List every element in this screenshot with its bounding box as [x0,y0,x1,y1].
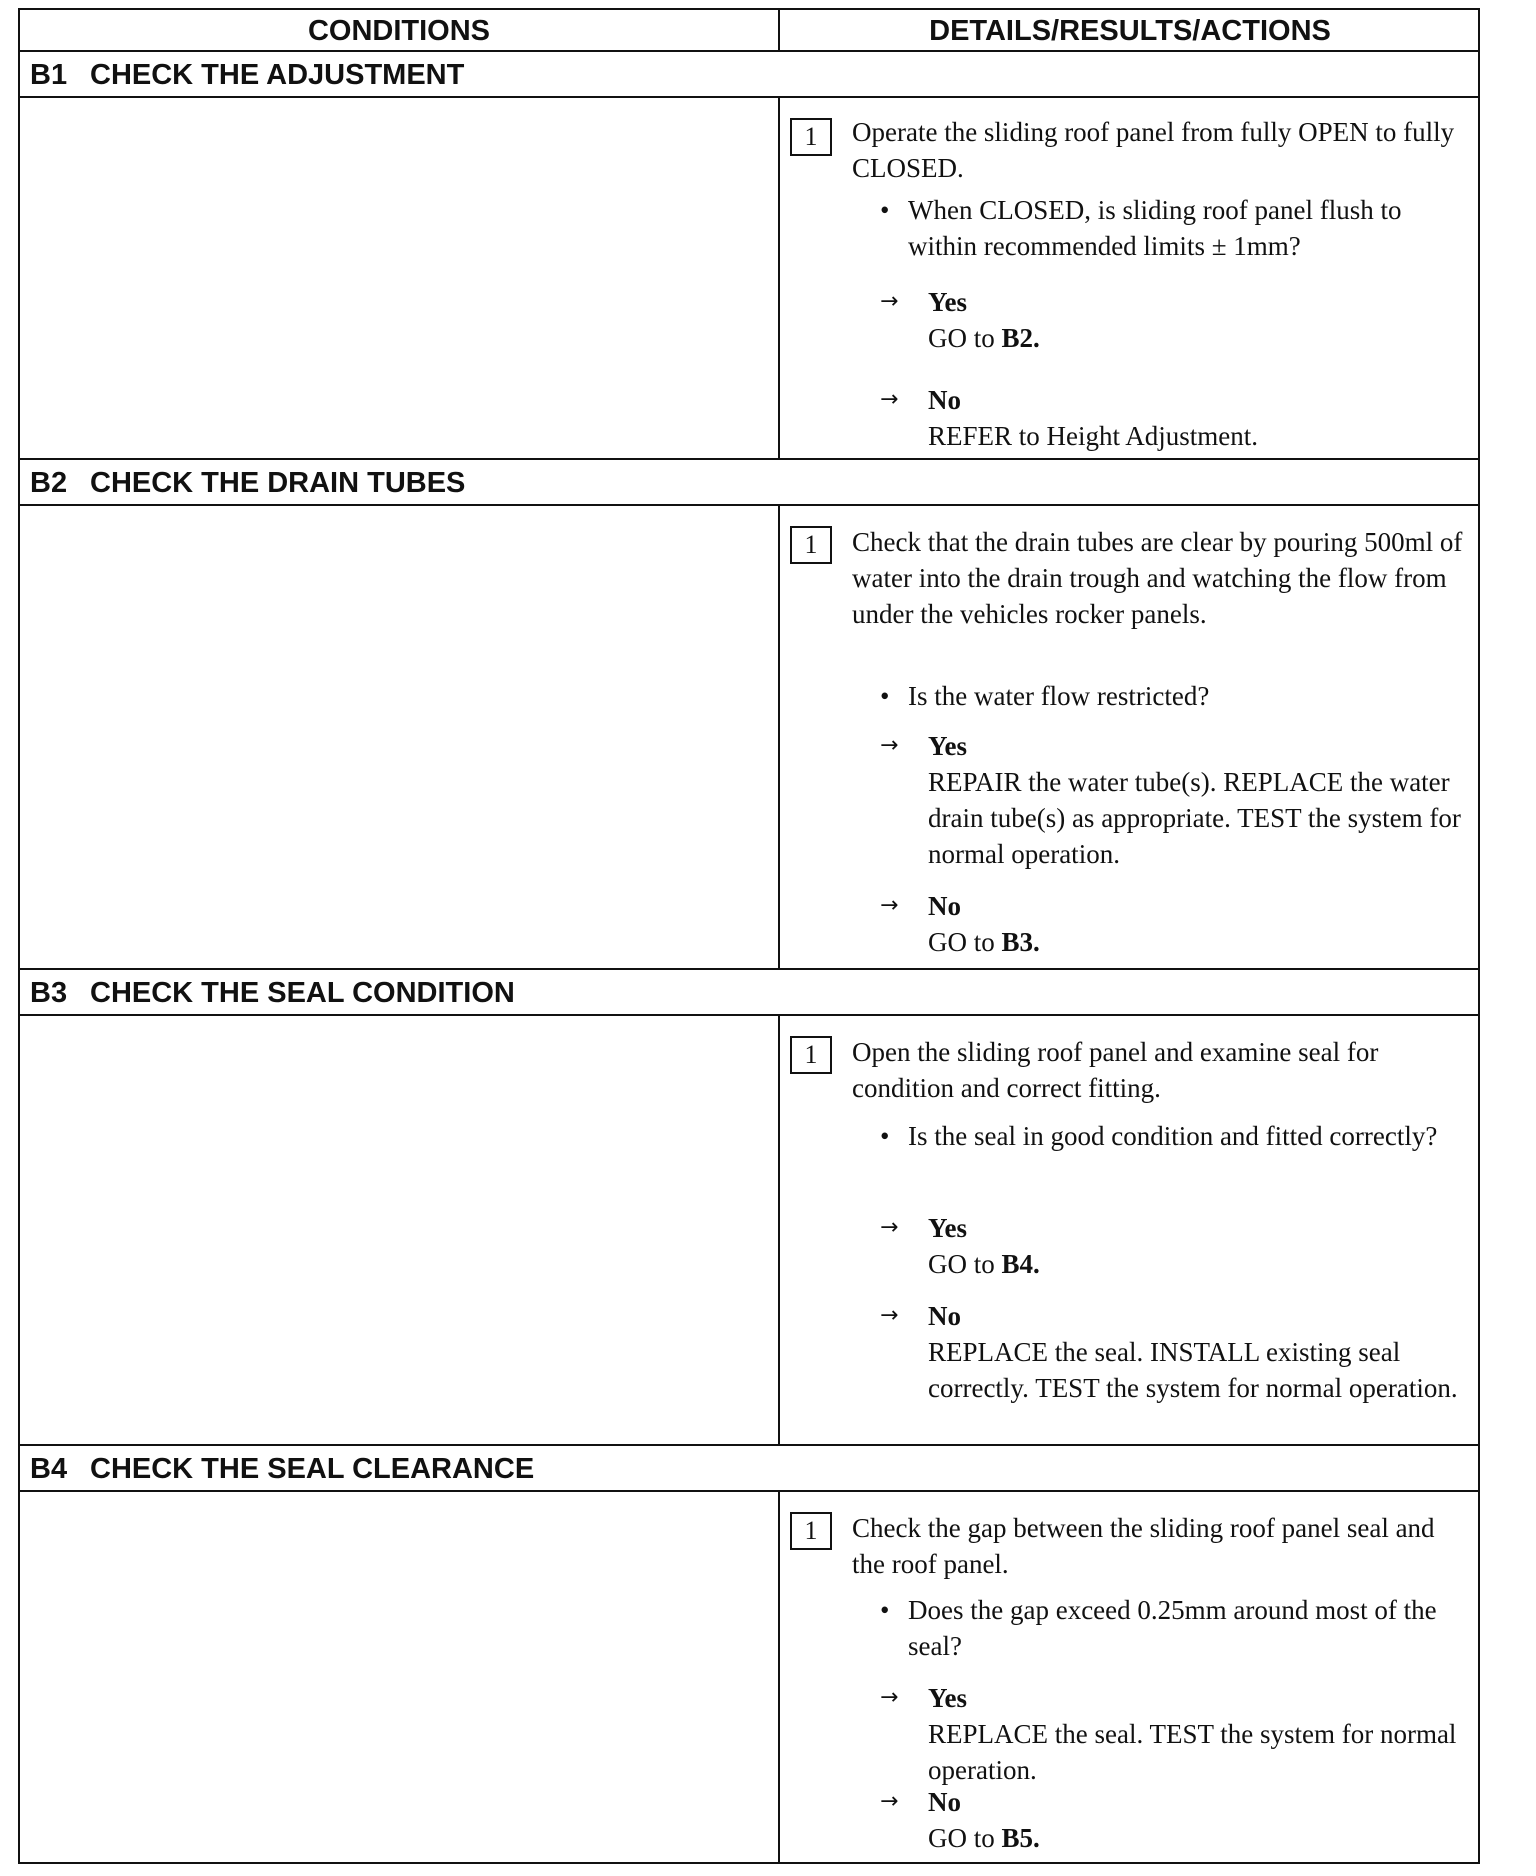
action-prefix: GO to [928,1249,1002,1279]
question-text: When CLOSED, is sliding roof panel flush to within recommended limits ± 1mm? [908,195,1402,261]
conditions-cell [20,98,780,458]
section-code: B2 [30,467,68,499]
answer-label: Yes [928,1213,967,1243]
action-prefix: GO to [928,927,1002,957]
step-number-box: 1 [790,1036,832,1074]
step-text: Check that the drain tubes are clear by pouring 500ml of water into the drain trough and watching the flow from under the vehicles rocker panels. [852,527,1463,629]
answer-label: No [928,1787,961,1817]
action-reference: B2. [1001,323,1040,353]
section-title-text: CHECK THE SEAL CLEARANCE [90,1453,535,1485]
action-reference: B4. [1001,1249,1040,1279]
table-header-row [20,10,1478,52]
arrow-right-icon: → [880,1215,899,1240]
section-code: B4 [30,1453,68,1485]
section-body-b1 [20,98,1478,460]
bullet-icon: • [880,1121,890,1151]
answer-label: No [928,385,961,415]
action-prefix: GO to [928,323,1002,353]
section-body-b2 [20,506,1478,970]
conditions-cell [20,1016,780,1444]
arrow-right-icon: → [880,1789,899,1814]
section-title-text: CHECK THE DRAIN TUBES [90,467,466,499]
step-number-box: 1 [790,118,832,156]
answer-action [928,1820,1468,1856]
step-text: Check the gap between the sliding roof panel seal and the roof panel. [852,1513,1435,1579]
bullet-icon: • [880,681,890,711]
bullet-icon: • [880,1595,890,1625]
bullet-icon: • [880,195,890,225]
section-code: B3 [30,977,68,1009]
arrow-right-icon: → [880,1685,899,1710]
answer-action [928,1246,1468,1282]
answer-label: No [928,1301,961,1331]
answer-label: Yes [928,731,967,761]
answer-action [928,320,1468,356]
conditions-column-header: CONDITIONS [20,10,780,50]
section-title-b4 [20,1446,1478,1492]
details-column-header: DETAILS/RESULTS/ACTIONS [929,15,1331,47]
diagnostic-table [18,8,1480,1864]
arrow-right-icon: → [880,893,899,918]
section-title-b1 [20,52,1478,98]
arrow-right-icon: → [880,733,899,758]
arrow-right-icon: → [880,289,899,314]
step-text: Operate the sliding roof panel from fully OPEN to fully CLOSED. [852,117,1455,183]
step-number-box: 1 [790,1512,832,1550]
step-number-box: 1 [790,526,832,564]
answer-label: No [928,891,961,921]
answer-label: Yes [928,287,967,317]
question-text: Does the gap exceed 0.25mm around most of the seal? [908,1595,1437,1661]
section-body-b4 [20,1492,1478,1862]
step-text: Open the sliding roof panel and examine seal for condition and correct fitting. [852,1037,1379,1103]
answer-action: REPLACE the seal. INSTALL existing seal correctly. TEST the system for normal operation. [928,1337,1458,1403]
conditions-cell [20,1492,780,1862]
action-reference: B5. [1001,1823,1040,1853]
question-text: Is the water flow restricted? [908,681,1210,711]
arrow-right-icon: → [880,387,899,412]
answer-action: REPLACE the seal. TEST the system for normal operation. [928,1719,1457,1785]
section-title-b3 [20,970,1478,1016]
action-reference: B3. [1001,927,1040,957]
answer-action: REPAIR the water tube(s). REPLACE the water drain tube(s) as appropriate. TEST the system for normal operation. [928,767,1461,869]
section-body-b3 [20,1016,1478,1446]
section-title-text: CHECK THE ADJUSTMENT [90,59,465,91]
section-title-text: CHECK THE SEAL CONDITION [90,977,515,1009]
action-prefix: GO to [928,1823,1002,1853]
question-text: Is the seal in good condition and fitted correctly? [908,1121,1438,1151]
answer-action [928,924,1468,960]
section-code: B1 [30,59,68,91]
answer-label: Yes [928,1683,967,1713]
conditions-cell [20,506,780,968]
section-title-b2 [20,460,1478,506]
arrow-right-icon: → [880,1303,899,1328]
answer-action: REFER to Height Adjustment. [928,421,1259,451]
